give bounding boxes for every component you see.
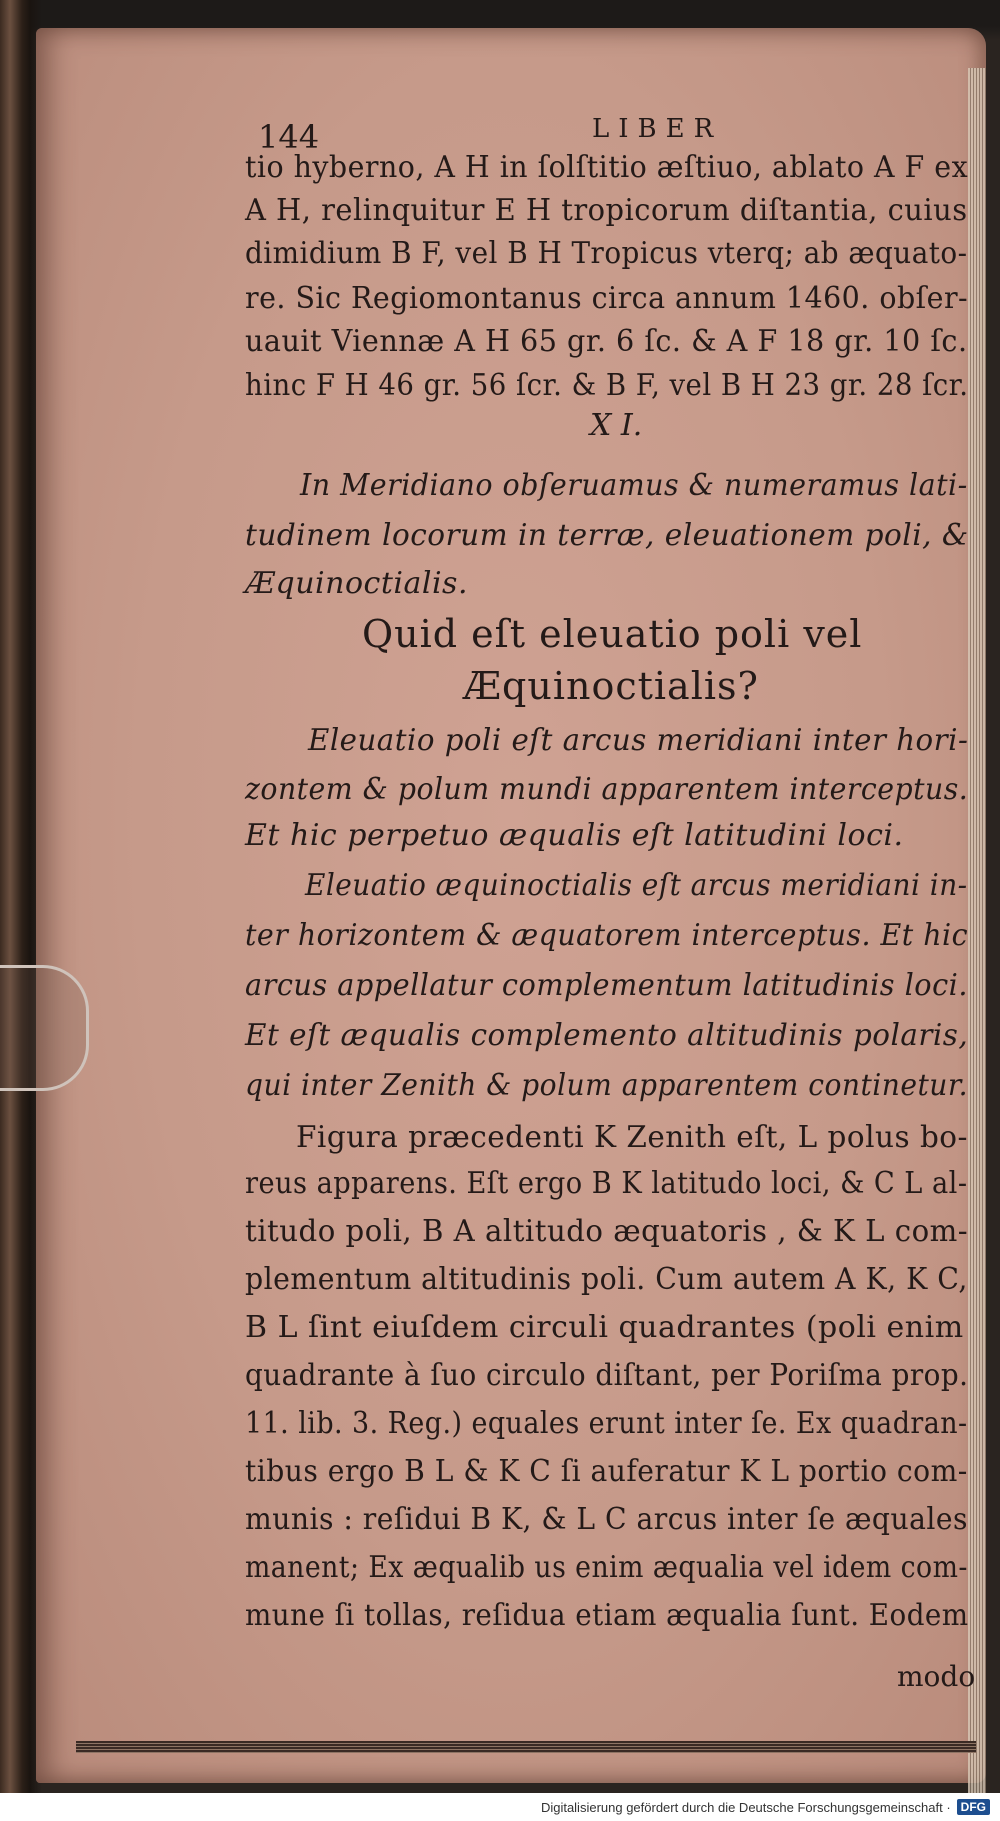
text-line: Et hic perpetuo æqualis eſt latitudini loci.	[245, 818, 904, 853]
section-number: X I.	[590, 408, 643, 443]
text-line: B L ſint eiuſdem circuli quadrantes (poli enim	[245, 1310, 964, 1345]
text-line: quadrante à ſuo circulo diſtant, per Poriſma prop.	[245, 1358, 969, 1393]
running-head: LIBER	[592, 114, 723, 144]
text-line: zontem & polum mundi apparentem interceptus.	[245, 772, 969, 807]
text-line: arcus appellatur complementum latitudinis loci.	[245, 968, 968, 1003]
text-line: Eleuatio poli eſt arcus meridiani inter hori-	[308, 723, 969, 758]
footer-credit: Digitalisierung gefördert durch die Deutsche Forschungsgemeinschaft ·	[540, 1799, 951, 1815]
text-line: Eleuatio æquinoctialis eſt arcus meridiani in-	[305, 868, 968, 903]
text-line: In Meridiano obſeruamus & numeramus lati-	[300, 468, 968, 503]
question-heading: Æquinoctialis?	[463, 664, 759, 708]
text-line: tibus ergo B L & K C ſi auferatur K L portio com-	[245, 1454, 968, 1489]
catchword: modo	[897, 1660, 976, 1693]
text-line: tudinem locorum in terræ, eleuationem poli, &	[245, 518, 969, 553]
dfg-logo-icon[interactable]: DFG	[957, 1799, 990, 1815]
text-line: mune ſi tollas, reſidua etiam æqualia ſunt. Eodem	[245, 1598, 969, 1633]
text-line: 11. lib. 3. Reg.) equales erunt inter ſe. Ex quadran-	[245, 1406, 968, 1441]
text-line: dimidium B F, vel B H Tropicus vterq; ab æquato-	[245, 236, 968, 271]
text-line: manent; Ex æqualib us enim æqualia vel idem com-	[245, 1550, 968, 1585]
text-line: Æquinoctialis.	[245, 566, 468, 601]
text-line: reus apparens. Eſt ergo B K latitudo loci, & C L al-	[245, 1166, 968, 1201]
text-line: titudo poli, B A altitudo æquatoris , & K L com-	[245, 1214, 969, 1249]
text-line: Figura præcedenti K Zenith eſt, L polus bo-	[296, 1120, 968, 1155]
text-line: munis : reſidui B K, & L C arcus inter ſe æquales	[245, 1502, 968, 1537]
text-line: ter horizontem & æquatorem interceptus. Et hic	[245, 918, 969, 953]
text-line: uauit Viennæ A H 65 gr. 6 ſc. & A F 18 gr. 10 ſc.	[245, 324, 968, 359]
text-line: qui inter Zenith & polum apparentem continetur.	[245, 1068, 969, 1103]
text-line: Et eſt æqualis complemento altitudinis polaris,	[245, 1018, 969, 1053]
text-line: tio hyberno, A H in ſolſtitio æſtiuo, ablato A F ex	[245, 150, 969, 185]
text-line: hinc F H 46 gr. 56 ſcr. & B F, vel B H 23 gr. 28 ſcr.	[245, 368, 969, 403]
text-line: A H, relinquitur E H tropicorum diſtantia, cuius	[245, 193, 968, 228]
text-line: plementum altitudinis poli. Cum autem A K, K C,	[245, 1262, 968, 1297]
digitization-footer	[0, 1793, 1000, 1821]
question-heading: Quid eſt eleuatio poli vel	[362, 612, 863, 656]
page-number: 144	[258, 118, 320, 156]
text-line: re. Sic Regiomontanus circa annum 1460. obſer-	[245, 281, 969, 316]
